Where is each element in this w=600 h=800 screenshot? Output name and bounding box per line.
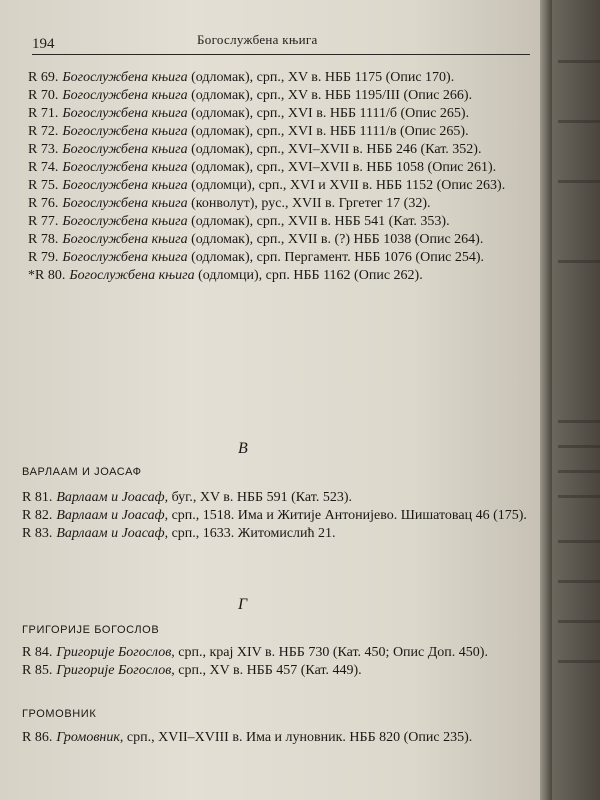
entry-ref: R 81.	[22, 490, 53, 505]
entry-ref: R 70.	[28, 88, 59, 103]
subhead-grigorije: ГРИГОРИЈЕ БОГОСЛОВ	[22, 624, 160, 636]
entries-list-varlaam	[22, 490, 532, 544]
entry-details: (одломак), срп., XV в. НББ 1175 (Опис 170).	[187, 70, 455, 85]
entry-title: Богослужбена књига	[62, 70, 188, 85]
catalog-entry	[28, 178, 533, 194]
catalog-entry	[28, 106, 533, 122]
entry-title: Богослужбена књига	[62, 106, 188, 121]
entry-title: Богослужбена књига	[62, 232, 188, 247]
entry-ref: R 76.	[28, 196, 59, 211]
entry-title: Богослужбена књига	[69, 268, 195, 283]
catalog-entry	[28, 232, 533, 248]
entry-ref: R 84.	[22, 645, 53, 660]
entry-details: , срп., 1633. Житомислић 21.	[164, 526, 336, 541]
entry-ref: R 75.	[28, 178, 59, 193]
catalog-entry	[22, 645, 532, 661]
catalog-entry	[28, 70, 533, 86]
entry-title: Богослужбена књига	[62, 196, 188, 211]
entries-list-top	[28, 70, 533, 286]
entry-ref: R 74.	[28, 160, 59, 175]
entry-ref: R 69.	[28, 70, 59, 85]
entry-details: (одломак), срп., XV в. НББ 1195/III (Опис 266).	[187, 88, 473, 103]
catalog-entry	[28, 250, 533, 266]
section-letter-g: Г	[238, 596, 248, 613]
entry-details: , срп., XVII–XVIII в. Има и луновник. НББ 820 (Опис 235).	[119, 730, 473, 745]
entry-details: , срп., 1518. Има и Житије Антонијево. Шишатовац 46 (175).	[164, 508, 527, 523]
entry-details: (одломак), срп., XVII в. (?) НББ 1038 (Опис 264).	[187, 232, 484, 247]
entry-ref: R 72.	[28, 124, 59, 139]
page-number: 194	[32, 36, 55, 52]
catalog-entry	[28, 214, 533, 230]
entry-details: , буг., XV в. НББ 591 (Кат. 523).	[164, 490, 352, 505]
entry-ref: R 73.	[28, 142, 59, 157]
entry-ref: R 79.	[28, 250, 59, 265]
catalog-entry	[22, 508, 532, 524]
entries-list-gromovnik	[22, 730, 532, 748]
entries-list-grigorije	[22, 645, 532, 681]
catalog-entry	[22, 490, 532, 506]
catalog-entry	[28, 88, 533, 104]
entry-title: Варлаам и Јоасаф	[56, 508, 165, 523]
catalog-entry	[28, 196, 533, 212]
entry-title: Варлаам и Јоасаф	[56, 526, 165, 541]
entry-ref: R 78.	[28, 232, 59, 247]
entry-details: (одломак), срп., XVI в. НББ 1111/в (Опис 265).	[187, 124, 469, 139]
entry-title: Богослужбена књига	[62, 214, 188, 229]
entry-title: Богослужбена књига	[62, 160, 188, 175]
facing-page-edge	[552, 0, 600, 800]
catalog-entry	[22, 526, 532, 542]
entry-title: Богослужбена књига	[62, 142, 188, 157]
entry-ref: R 83.	[22, 526, 53, 541]
entry-ref: R 86.	[22, 730, 53, 745]
entry-title: Громовник	[56, 730, 120, 745]
page-header	[32, 30, 530, 55]
entry-details: , срп., XV в. НББ 457 (Кат. 449).	[171, 663, 362, 678]
entry-details: , срп., крај XIV в. НББ 730 (Кат. 450; Опис Доп. 450).	[171, 645, 488, 660]
entry-details: (одломак), срп. Пергамент. НББ 1076 (Опис 254).	[187, 250, 485, 265]
subhead-gromovnik: ГРОМОВНИК	[22, 708, 97, 720]
catalog-entry	[28, 124, 533, 140]
running-head: Богослужбена књига	[197, 32, 318, 47]
entry-title: Григорије Богослов	[56, 645, 172, 660]
entry-ref: R 71.	[28, 106, 59, 121]
entry-title: Варлаам и Јоасаф	[56, 490, 165, 505]
entry-details: (одломак), срп., XVI–XVII в. НББ 1058 (Опис 261).	[187, 160, 497, 175]
catalog-entry	[28, 160, 533, 176]
entry-title: Богослужбена књига	[62, 88, 188, 103]
entry-title: Богослужбена књига	[62, 178, 188, 193]
entry-title: Богослужбена књига	[62, 250, 188, 265]
entry-ref: R 82.	[22, 508, 53, 523]
entry-details: (одломак), срп., XVII в. НББ 541 (Кат. 353).	[187, 214, 450, 229]
entry-ref: *R 80.	[28, 268, 66, 283]
entry-details: (одломци), срп. НББ 1162 (Опис 262).	[194, 268, 423, 283]
catalog-entry	[28, 142, 533, 158]
entry-ref: R 77.	[28, 214, 59, 229]
entry-title: Богослужбена књига	[62, 124, 188, 139]
entry-details: (одломак), срп., XVI в. НББ 1111/б (Опис 265).	[187, 106, 470, 121]
entry-title: Григорије Богослов	[56, 663, 172, 678]
subhead-varlaam: ВАРЛААМ И ЈОАСАФ	[22, 466, 142, 478]
catalog-entry	[22, 730, 532, 746]
section-letter-v: В	[238, 440, 248, 457]
entry-ref: R 85.	[22, 663, 53, 678]
entry-details: (конволут), рус., XVII в. Гргетег 17 (32).	[187, 196, 431, 211]
catalog-entry	[22, 663, 532, 679]
catalog-entry	[28, 268, 533, 284]
entry-details: (одломци), срп., XVI и XVII в. НББ 1152 (Опис 263).	[187, 178, 506, 193]
entry-details: (одломак), срп., XVI–XVII в. НББ 246 (Кат. 352).	[187, 142, 482, 157]
